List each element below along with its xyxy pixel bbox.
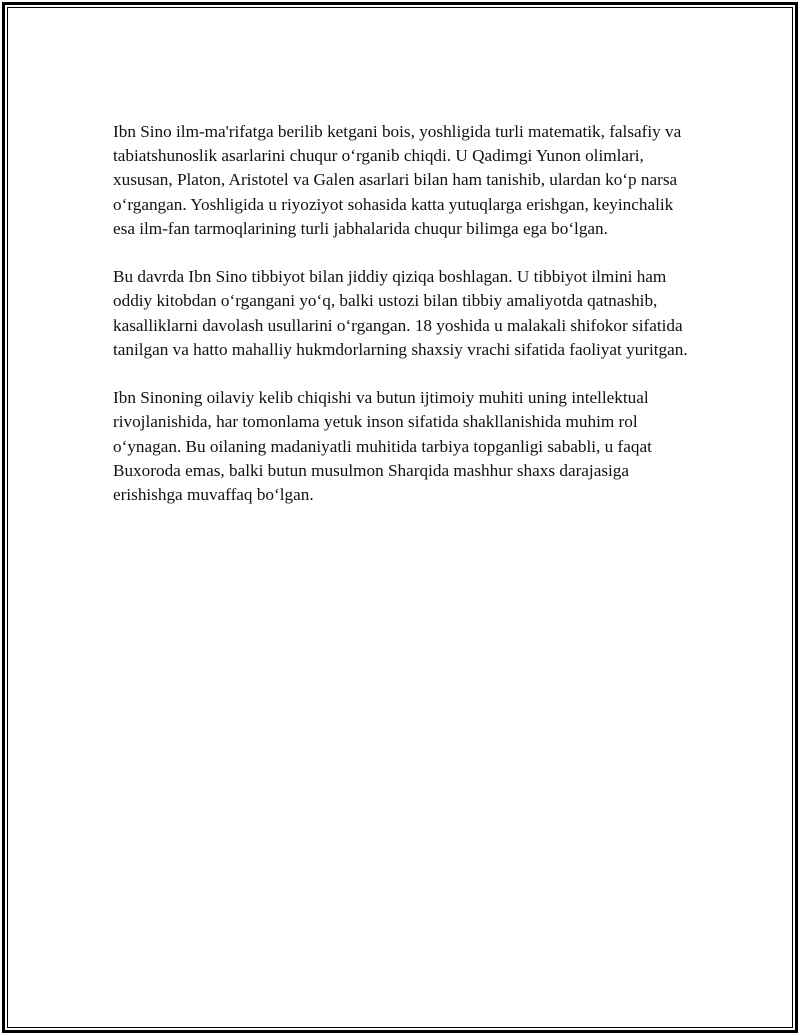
document-body (113, 120, 693, 531)
paragraph-1: Ibn Sino ilm-ma'rifatga berilib ketgani bois, yoshligida turli matematik, falsafiy va tabiatshunoslik asarlarini chuqur o‘rganib chiqdi. U Qadimgi Yunon olimlari, xususan, Platon, Aristotel va Galen asarlari bilan ham tanishib, ulardan ko‘p narsa o‘rgangan. Yoshligida u riyoziyot sohasida katta yutuqlarga erishgan, keyinchalik esa ilm-fan tarmoqlarining turli jabhalarida chuqur bilimga ega bo‘lgan. (113, 122, 682, 238)
paragraph-2: Bu davrda Ibn Sino tibbiyot bilan jiddiy qiziqa boshlagan. U tibbiyot ilmini ham oddiy kitobdan o‘rgangani yo‘q, balki ustozi bilan tibbiy amaliyotda qatnashib, kasalliklarni davolash usullarini o‘rgangan. 18 yoshida u malakali shifokor sifatida tanilgan va hatto mahalliy hukmdorlarning shaxsiy vrachi sifatida faoliyat yuritgan. (113, 267, 688, 359)
paragraph-3: Ibn Sinoning oilaviy kelib chiqishi va butun ijtimoiy muhiti uning intellektual rivojlanishida, har tomonlama yetuk inson sifatida shakllanishida muhim rol o‘ynagan. Bu oilaning madaniyatli muhitida tarbiya topganligi sababli, u faqat Buxoroda emas, balki butun musulmon Sharqida mashhur shaxs darajasiga erishishga muvaffaq bo‘lgan. (113, 388, 652, 505)
